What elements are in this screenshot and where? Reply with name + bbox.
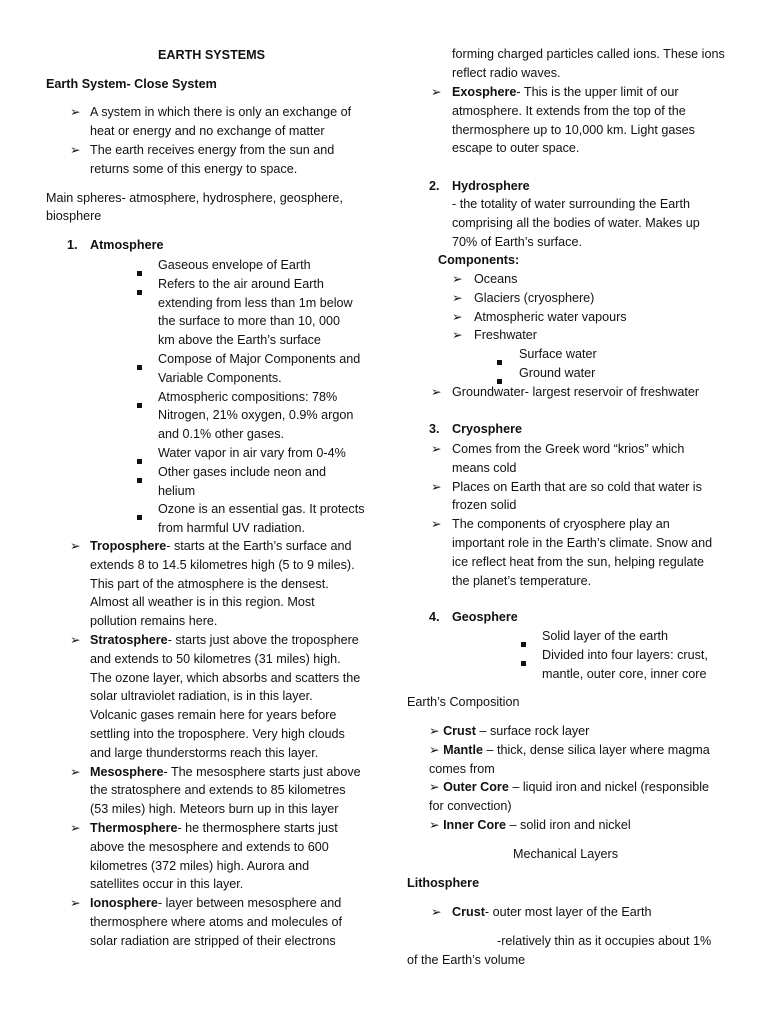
composition-item (429, 778, 709, 796)
bullet-text: settling into the troposphere. Very high clouds (90, 727, 345, 741)
arrow-bullet-icon: ➢ (70, 105, 81, 119)
layer-item (90, 819, 338, 837)
bullet-text: Glaciers (cryosphere) (474, 290, 595, 305)
bullet-text: ice reflect heat from the sun, helping regulate (452, 554, 705, 569)
square-bullet-icon (137, 470, 142, 488)
bullet-text: important role in the Earth’s climate. Snow and (452, 536, 713, 550)
list-number: 3. (429, 422, 440, 436)
bullet-text: solar ultraviolet radiation, is in this layer. (90, 689, 313, 704)
bullet-text: This part of the atmosphere is the densest. (90, 576, 329, 591)
square-bullet-icon (137, 451, 142, 469)
bullet-text: Atmospheric compositions: 78% (158, 389, 338, 404)
bullet-text: satellites occur in this layer. (90, 877, 244, 892)
paragraph-line: reflect radio waves. (452, 66, 561, 80)
composition-item (429, 816, 631, 834)
arrow-bullet-icon: ➢ (431, 905, 442, 919)
bullet-text: km above the Earth’s surface (158, 333, 321, 348)
paragraph-line: - the totality of water surrounding the Earth (452, 197, 691, 211)
arrow-bullet-icon: ➢ (431, 479, 442, 494)
section-heading: Earth’s Composition (407, 695, 520, 709)
bullet-text: extends 8 to 14.5 kilometres high (5 to 9 miles). (90, 557, 355, 572)
bullet-text: and extends to 50 kilometres (31 miles) high. (90, 651, 341, 666)
bullet-text: the surface to more than 10, 000 (158, 314, 341, 329)
square-bullet-shape (137, 271, 142, 276)
bullet-text: Volcanic gases remain here for years before (90, 708, 337, 723)
bullet-text: Ground water (519, 366, 596, 380)
layer-item-term: Thermosphere (90, 821, 178, 835)
arrow-bullet-icon: ➢ (70, 896, 81, 911)
square-bullet-shape (521, 661, 526, 666)
list-number: 2. (429, 179, 440, 193)
square-bullet-shape (137, 290, 142, 295)
bullet-text: the stratosphere and extends to 85 kilometres (90, 783, 346, 798)
bullet-text: Nitrogen, 21% oxygen, 0.9% argon (158, 408, 354, 423)
layer-item-text: - starts at the Earth’s surface and (166, 539, 352, 553)
bullet-text: heat or energy and no exchange of matter (90, 124, 325, 138)
paragraph-line: Main spheres- atmosphere, hydrosphere, geosphere, (46, 191, 343, 205)
square-bullet-icon (137, 507, 142, 525)
square-bullet-icon (137, 263, 142, 281)
arrow-bullet-icon: ➢ (452, 328, 463, 343)
bullet-text: The ozone layer, which absorbs and scatters the (90, 670, 361, 685)
bullet-text: Compose of Major Components and (158, 352, 361, 366)
square-bullet-icon (497, 352, 502, 370)
layer-item (90, 537, 352, 555)
arrow-bullet-icon: ➢ (70, 143, 81, 157)
arrow-bullet-icon: ➢ (70, 764, 81, 779)
paragraph-line: -relatively thin as it occupies about 1% (497, 934, 712, 948)
square-bullet-shape (521, 642, 526, 647)
bullet-text: Ozone is an essential gas. It protects (158, 502, 365, 517)
square-bullet-shape (137, 478, 142, 483)
crust-item (452, 903, 651, 921)
square-bullet-icon (137, 282, 142, 300)
square-bullet-shape (497, 360, 502, 365)
bullet-text: Other gases include neon and (158, 464, 327, 479)
arrow-bullet-icon: ➢ (70, 539, 81, 553)
layer-item-text: - This is the upper limit of our (516, 85, 679, 99)
bullet-text: above the mesosphere and extends to 600 (90, 839, 329, 854)
bullet-text: and large thunderstorms reach this layer. (90, 745, 319, 760)
bullet-text: pollution remains here. (90, 614, 218, 629)
bullet-text: helium (158, 483, 196, 498)
arrow-bullet-icon: ➢ (429, 724, 440, 738)
layer-item-text: - layer between mesosphere and (157, 896, 342, 911)
page-title: EARTH SYSTEMS (158, 48, 266, 62)
arrow-bullet-icon: ➢ (431, 442, 442, 456)
subsection-heading: Lithosphere (407, 876, 480, 890)
bullet-text: Freshwater (474, 328, 537, 343)
composition-text: – surface rock layer (475, 724, 590, 738)
arrow-bullet-icon: ➢ (70, 633, 81, 647)
bullet-text: for convection) (429, 799, 512, 814)
layer-item-text: - The mesosphere starts just above (163, 764, 361, 779)
composition-term: Outer Core (443, 780, 509, 795)
square-bullet-icon (521, 634, 526, 652)
bullet-text: extending from less than 1m below (158, 295, 353, 310)
composition-item (429, 722, 589, 740)
bullet-text: mantle, outer core, inner core (542, 666, 707, 681)
arrow-bullet-icon: ➢ (431, 85, 442, 99)
square-bullet-shape (137, 365, 142, 370)
bullet-text: A system in which there is only an exchange of (90, 105, 352, 119)
layer-item-term: Exosphere (452, 85, 517, 99)
bullet-text: frozen solid (452, 498, 517, 513)
layer-item (90, 763, 361, 781)
paragraph-line: biosphere (46, 209, 102, 223)
subsection-heading: Geosphere (452, 610, 518, 624)
bullet-text: the planet’s temperature. (452, 573, 592, 588)
composition-text: – thick, dense silica layer where magma (482, 742, 710, 757)
bullet-text: solar radiation are stripped of their electrons (90, 933, 336, 948)
list-number: 4. (429, 610, 440, 624)
bullet-text: thermosphere up to 10,000 km. Light gases (452, 122, 695, 137)
square-bullet-shape (137, 403, 142, 408)
arrow-bullet-icon: ➢ (429, 780, 440, 795)
square-bullet-icon (137, 395, 142, 413)
bullet-text: Comes from the Greek word “krios” which (452, 442, 685, 456)
arrow-bullet-icon: ➢ (452, 290, 463, 305)
layer-item-term: Mesosphere (90, 764, 164, 779)
composition-term: Mantle (443, 742, 483, 757)
layer-item-term: Stratosphere (90, 633, 168, 647)
bullet-text: from harmful UV radiation. (158, 521, 305, 536)
subsection-heading: Cryosphere (452, 422, 522, 436)
bullet-text: Places on Earth that are so cold that water is (452, 479, 702, 494)
layer-item (452, 83, 679, 101)
bullet-text: thermosphere where atoms and molecules of (90, 915, 343, 929)
bullet-text: (53 miles) high. Meteors burn up in this layer (90, 802, 339, 817)
components-label: Components: (438, 253, 520, 267)
bullet-text: The earth receives energy from the sun and (90, 143, 335, 157)
composition-text: – liquid iron and nickel (responsible (508, 780, 710, 795)
bullet-text: The components of cryosphere play an (452, 517, 670, 532)
arrow-bullet-icon: ➢ (452, 309, 463, 324)
bullet-text: Oceans (474, 272, 518, 286)
section-heading: Earth System- Close System (46, 77, 217, 91)
paragraph-line: of the Earth’s volume (407, 953, 526, 967)
composition-term: Inner Core (443, 818, 507, 832)
layer-item (90, 894, 341, 912)
layer-item-term: Ionosphere (90, 896, 158, 911)
arrow-bullet-icon: ➢ (452, 272, 463, 286)
bullet-text: comes from (429, 761, 495, 776)
arrow-bullet-icon: ➢ (70, 821, 81, 835)
layer-item-text: - he thermosphere starts just (177, 821, 338, 835)
square-bullet-shape (137, 459, 142, 464)
arrow-bullet-icon: ➢ (429, 742, 440, 757)
composition-item (429, 741, 710, 759)
bullet-text: Refers to the air around Earth (158, 276, 324, 291)
layer-item-term: Troposphere (90, 539, 167, 553)
arrow-bullet-icon: ➢ (429, 818, 440, 832)
bullet-text: kilometres (372 miles) high. Aurora and (90, 858, 310, 873)
bullet-text: Groundwater- largest reservoir of freshwater (452, 385, 700, 399)
crust-item-text: - outer most layer of the Earth (484, 905, 652, 919)
section-heading: Mechanical Layers (513, 847, 618, 861)
bullet-text: Surface water (519, 347, 597, 362)
arrow-bullet-icon: ➢ (431, 385, 442, 399)
paragraph-line: forming charged particles called ions. These ions (452, 47, 725, 61)
square-bullet-shape (137, 515, 142, 520)
bullet-text: Variable Components. (158, 370, 282, 385)
bullet-text: returns some of this energy to space. (90, 162, 298, 176)
paragraph-line: comprising all the bodies of water. Makes up (452, 215, 700, 230)
subsection-heading: Atmosphere (90, 238, 164, 252)
composition-text: – solid iron and nickel (506, 818, 631, 832)
square-bullet-icon (137, 357, 142, 375)
bullet-text: Water vapor in air vary from 0-4% (158, 446, 346, 460)
layer-item-text: - starts just above the troposphere (167, 633, 359, 647)
bullet-text: escape to outer space. (452, 141, 580, 156)
bullet-text: Gaseous envelope of Earth (158, 258, 311, 272)
composition-term: Crust (443, 724, 476, 738)
bullet-text: Almost all weather is in this region. Most (90, 595, 315, 610)
crust-item-term: Crust (452, 905, 485, 919)
bullet-text: atmosphere. It extends from the top of the (452, 103, 686, 118)
square-bullet-icon (521, 653, 526, 671)
arrow-bullet-icon: ➢ (431, 517, 442, 532)
layer-item (90, 631, 359, 649)
subsection-heading: Hydrosphere (452, 179, 530, 193)
bullet-text: Atmospheric water vapours (474, 309, 627, 324)
list-number: 1. (67, 238, 78, 252)
paragraph-line: 70% of Earth’s surface. (452, 234, 582, 249)
bullet-text: and 0.1% other gases. (158, 427, 285, 442)
bullet-text: Divided into four layers: crust, (542, 647, 708, 662)
bullet-text: means cold (452, 460, 517, 475)
bullet-text: Solid layer of the earth (542, 629, 669, 643)
